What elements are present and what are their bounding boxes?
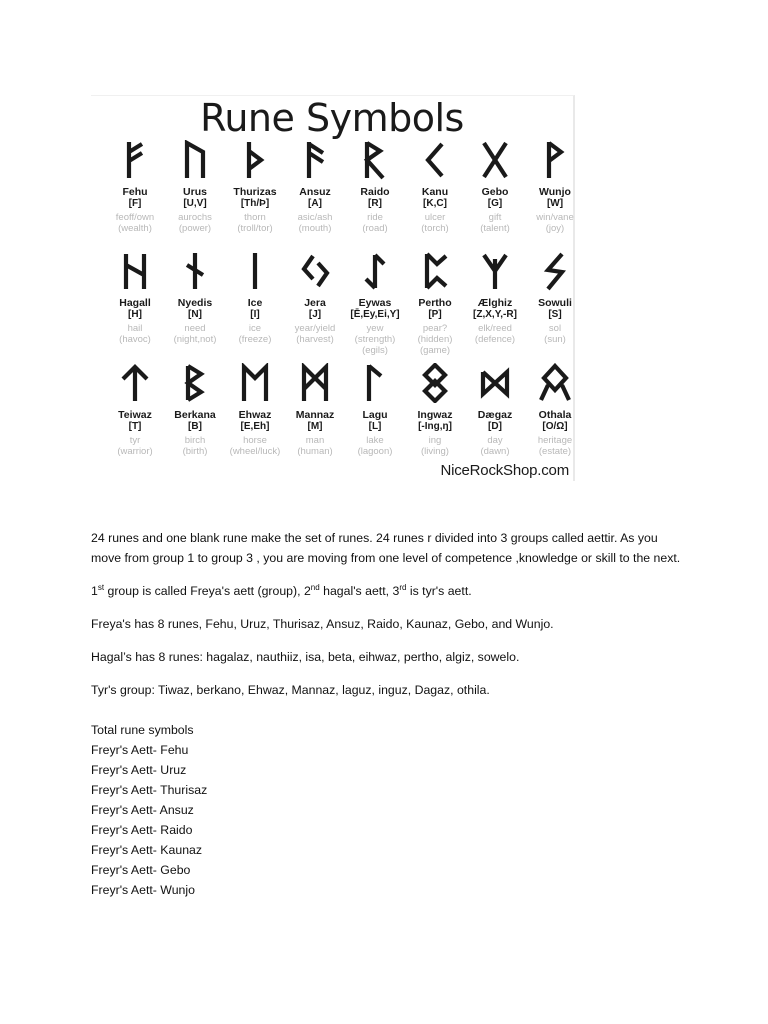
rune-name: Mannaz — [295, 409, 335, 421]
pertho-rune-icon — [415, 251, 455, 291]
group-1-text: group is called Freya's aett (group), — [104, 584, 304, 598]
ice-rune-icon — [235, 251, 275, 291]
rune-list — [91, 720, 691, 900]
rune-name: Lagu — [362, 409, 388, 421]
rune-name: Dægaz — [477, 409, 513, 421]
rune-cell — [465, 251, 525, 371]
rune-meaning: year/yield (harvest) — [294, 323, 336, 345]
list-item: Freyr's Aett- Uruz — [91, 763, 187, 777]
rune-cell — [165, 140, 225, 260]
rune-cell — [285, 140, 345, 260]
rune-meaning: need (night,not) — [173, 323, 217, 345]
rune-row — [91, 251, 575, 371]
rune-cell — [165, 251, 225, 371]
rune-meaning: man (human) — [297, 435, 333, 457]
teiwaz-rune-icon — [115, 363, 155, 403]
rune-name: Nyedis — [177, 297, 213, 309]
rune-sound: [A] — [308, 198, 322, 209]
rune-sound: [D] — [488, 421, 502, 432]
rune-meaning: heritage (estate) — [537, 435, 573, 457]
rune-cell — [345, 363, 405, 483]
hagall-rune-icon — [115, 251, 155, 291]
rune-cell — [345, 251, 405, 371]
rune-meaning: win/vane (joy) — [536, 212, 574, 234]
rune-meaning: day (dawn) — [480, 435, 510, 457]
rune-sound: [R] — [368, 198, 382, 209]
fehu-rune-icon — [115, 140, 155, 180]
rune-cell — [105, 140, 165, 260]
figure-source: NiceRockShop.com — [440, 462, 569, 479]
rune-meaning: yew (strength) (egils) — [354, 323, 396, 356]
group-1-suffix: st — [97, 582, 105, 592]
daegaz-rune-icon — [475, 363, 515, 403]
list-item: Freyr's Aett- Kaunaz — [91, 843, 203, 857]
rune-cell — [525, 140, 585, 260]
rune-sound: [L] — [368, 421, 382, 432]
rune-cell — [285, 251, 345, 371]
berkana-rune-icon — [175, 363, 215, 403]
rune-name: Pertho — [418, 297, 452, 309]
eywas-rune-icon — [355, 251, 395, 291]
rune-sound: [H] — [128, 309, 142, 320]
group-3-text: is tyr's aett. — [406, 584, 472, 598]
rune-cell — [525, 251, 585, 371]
rune-meaning: hail (havoc) — [119, 323, 151, 345]
rune-meaning: asic/ash (mouth) — [297, 212, 333, 234]
rune-sound: [F] — [128, 198, 142, 209]
rune-cell — [105, 363, 165, 483]
rune-cell — [405, 251, 465, 371]
rune-symbols-figure — [91, 95, 575, 481]
ingwaz-rune-icon — [415, 363, 455, 403]
othala-rune-icon — [535, 363, 575, 403]
list-item: Freyr's Aett- Thurisaz — [91, 783, 208, 797]
list-title: Total rune symbols — [91, 723, 194, 737]
rune-name: Sowuli — [538, 297, 572, 309]
rune-sound: [O/Ω] — [542, 421, 568, 432]
rune-sound: [I] — [250, 309, 260, 320]
rune-name: Ice — [247, 297, 263, 309]
rune-name: Teiwaz — [118, 409, 152, 421]
rune-sound: [M] — [307, 421, 323, 432]
rune-sound: [Th/Þ] — [240, 198, 270, 209]
intro-paragraph: 24 runes and one blank rune make the set of runes. 24 runes r divided into 3 groups called aettir. As you move from group 1 to group 3 , you are moving from one level of competence ,knowledge or skill to the next. — [91, 531, 681, 565]
rune-sound: [G] — [487, 198, 503, 209]
rune-name: Hagall — [119, 297, 151, 309]
list-item: Freyr's Aett- Gebo — [91, 863, 191, 877]
ansuz-rune-icon — [295, 140, 335, 180]
rune-name: Ehwaz — [238, 409, 272, 421]
list-item: Freyr's Aett- Fehu — [91, 743, 189, 757]
rune-name: Wunjo — [539, 186, 571, 198]
figure-title: Rune Symbols — [200, 96, 464, 140]
rune-sound: [K,C] — [423, 198, 447, 209]
rune-meaning: lake (lagoon) — [357, 435, 393, 457]
rune-name: Kanu — [421, 186, 449, 198]
rune-name: Fehu — [122, 186, 148, 198]
thurizas-rune-icon — [235, 140, 275, 180]
rune-sound: [Z,X,Y,-R] — [473, 309, 517, 320]
rune-sound: [E,Eh] — [240, 421, 270, 432]
lagu-rune-icon — [355, 363, 395, 403]
rune-cell — [285, 363, 345, 483]
rune-name: Thurizas — [233, 186, 277, 198]
hagal-paragraph: Hagal’s has 8 runes: hagalaz, nauthiiz, isa, beta, eihwaz, pertho, algiz, sowelo. — [91, 650, 520, 664]
group-3-suffix: rd — [399, 582, 407, 592]
rune-meaning: aurochs (power) — [178, 212, 212, 234]
rune-sound: [J] — [308, 309, 322, 320]
rune-sound: [-Ing,ŋ] — [418, 421, 452, 432]
rune-name: Ælghiz — [477, 297, 513, 309]
rune-meaning: horse (wheel/luck) — [229, 435, 281, 457]
list-item: Freyr's Aett- Wunjo — [91, 883, 195, 897]
rune-cell — [105, 251, 165, 371]
rune-cell — [165, 363, 225, 483]
mannaz-rune-icon — [295, 363, 335, 403]
rune-meaning: tyr (warrior) — [117, 435, 153, 457]
rune-meaning: pear? (hidden) (game) — [417, 323, 453, 356]
rune-meaning: gift (talent) — [480, 212, 510, 234]
group-2-text: hagal's aett, — [319, 584, 393, 598]
rune-name: Othala — [538, 409, 572, 421]
rune-meaning: ing (living) — [421, 435, 449, 457]
groups-paragraph — [91, 581, 691, 601]
nyedis-rune-icon — [175, 251, 215, 291]
rune-name: Ansuz — [299, 186, 331, 198]
tyr-paragraph: Tyr's group: Tiwaz, berkano, Ehwaz, Mannaz, laguz, inguz, Dagaz, othila. — [91, 683, 490, 697]
rune-name: Raido — [360, 186, 390, 198]
rune-sound: [N] — [188, 309, 202, 320]
rune-name: Eywas — [358, 297, 392, 309]
rune-sound: [S] — [548, 309, 562, 320]
rune-cell — [465, 140, 525, 260]
freya-paragraph: Freya's has 8 runes, Fehu, Uruz, Thurisaz, Ansuz, Raido, Kaunaz, Gebo, and Wunjo. — [91, 617, 554, 631]
kanu-rune-icon — [415, 140, 455, 180]
aelghiz-rune-icon — [475, 251, 515, 291]
group-2-number: 2 — [303, 584, 311, 598]
rune-cell — [405, 140, 465, 260]
group-1-number: 1 — [91, 584, 98, 598]
sowuli-rune-icon — [535, 251, 575, 291]
rune-name: Gebo — [481, 186, 509, 198]
rune-cell — [225, 251, 285, 371]
rune-sound: [U,V] — [183, 198, 207, 209]
rune-cell — [225, 363, 285, 483]
jera-rune-icon — [295, 251, 335, 291]
rune-meaning: thorn (troll/tor) — [237, 212, 273, 234]
urus-rune-icon — [175, 140, 215, 180]
rune-sound: [B] — [188, 421, 202, 432]
rune-meaning: elk/reed (defence) — [474, 323, 516, 345]
gebo-rune-icon — [475, 140, 515, 180]
rune-sound: [P] — [428, 309, 442, 320]
rune-name: Ingwaz — [417, 409, 453, 421]
wunjo-rune-icon — [535, 140, 575, 180]
list-item: Freyr's Aett- Raido — [91, 823, 193, 837]
rune-sound: [T] — [128, 421, 142, 432]
rune-sound: [Ē,Ey,Ei,Y] — [350, 309, 400, 320]
rune-name: Jera — [304, 297, 326, 309]
rune-meaning: ice (freeze) — [238, 323, 272, 345]
rune-sound: [W] — [546, 198, 564, 209]
group-3-number: 3 — [392, 584, 400, 598]
rune-meaning: ride (road) — [362, 212, 388, 234]
rune-meaning: birch (birth) — [182, 435, 208, 457]
rune-row — [91, 140, 575, 260]
rune-cell — [345, 140, 405, 260]
group-2-suffix: nd — [310, 582, 320, 592]
rune-meaning: feoff/own (wealth) — [115, 212, 155, 234]
ehwaz-rune-icon — [235, 363, 275, 403]
rune-name: Berkana — [174, 409, 216, 421]
rune-cell — [225, 140, 285, 260]
rune-meaning: sol (sun) — [544, 323, 566, 345]
list-item: Freyr's Aett- Ansuz — [91, 803, 194, 817]
raido-rune-icon — [355, 140, 395, 180]
rune-name: Urus — [183, 186, 207, 198]
document-body — [91, 528, 691, 900]
rune-meaning: ulcer (torch) — [421, 212, 449, 234]
